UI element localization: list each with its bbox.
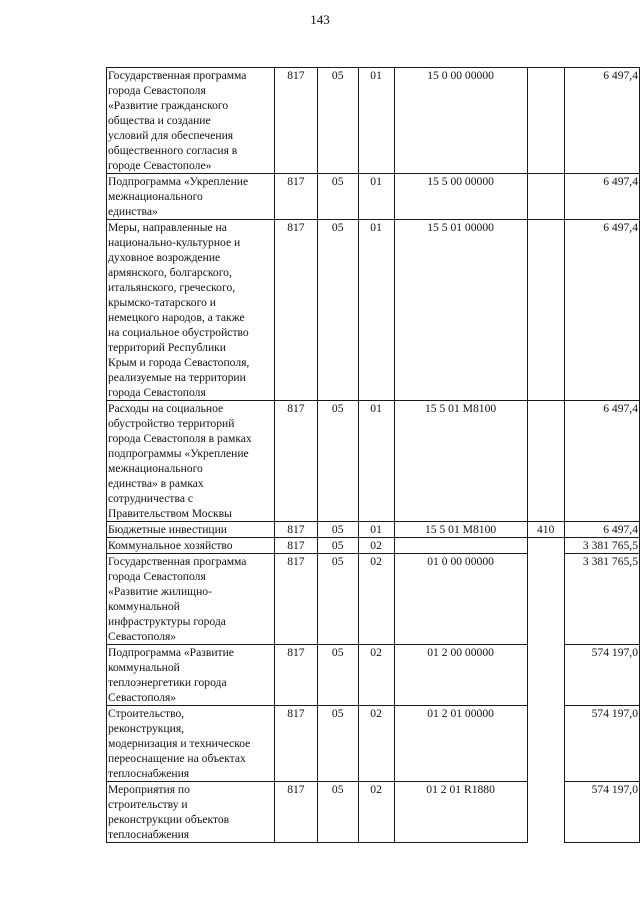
subsection-code-cell: 01 [358, 174, 394, 220]
table-row [107, 645, 640, 706]
ministry-code-cell: 817 [274, 706, 317, 782]
expense-type-cell [527, 538, 564, 554]
ministry-code-cell: 817 [274, 538, 317, 554]
item-name-cell [107, 220, 275, 401]
expense-type-cell [527, 782, 564, 843]
subsection-code-cell: 02 [358, 554, 394, 645]
target-article-cell: 15 5 01 М8100 [394, 522, 527, 538]
item-name-line: строительству и [108, 798, 188, 811]
section-code-cell: 05 [317, 782, 358, 843]
subsection-code-cell: 01 [358, 220, 394, 401]
item-name-line: на социальное обустройство [108, 326, 249, 339]
ministry-code-cell: 817 [274, 782, 317, 843]
amount-cell: 574 197,0 [564, 706, 639, 782]
item-name-line: переоснащение на объектах [108, 752, 246, 765]
item-name-line: города Севастополя [108, 570, 206, 583]
ministry-code-cell: 817 [274, 220, 317, 401]
subsection-code-cell: 02 [358, 706, 394, 782]
item-name-line: сотрудничества с [108, 492, 194, 505]
item-name-line: модернизация и техническое [108, 737, 251, 750]
ministry-code-cell: 817 [274, 401, 317, 522]
target-article-cell: 01 2 00 00000 [394, 645, 527, 706]
amount-cell: 6 497,4 [564, 68, 639, 174]
item-name-line: Расходы на социальное [108, 402, 224, 415]
item-name-line: национально-культурное и [108, 236, 241, 249]
ministry-code-cell: 817 [274, 522, 317, 538]
item-name-line: города Севастополя [108, 84, 206, 97]
item-name-cell [107, 401, 275, 522]
subsection-code-cell: 01 [358, 68, 394, 174]
section-code-cell: 05 [317, 706, 358, 782]
item-name-cell [107, 174, 275, 220]
item-name-line: Крым и города Севастополя, [108, 356, 250, 369]
section-code-cell: 05 [317, 401, 358, 522]
amount-cell: 3 381 765,5 [564, 554, 639, 645]
target-article-cell: 15 5 01 М8100 [394, 401, 527, 522]
item-name-line: реализуемые на территории [108, 371, 246, 384]
target-article-cell: 01 2 01 00000 [394, 706, 527, 782]
item-name-line: коммунальной [108, 600, 180, 613]
table-row [107, 782, 640, 843]
item-name-line: духовное возрождение [108, 251, 221, 264]
subsection-code-cell: 02 [358, 782, 394, 843]
expense-type-cell [527, 401, 564, 522]
expense-type-cell [527, 554, 564, 645]
table-row [107, 522, 640, 538]
item-name-line: «Развитие жилищно- [108, 585, 212, 598]
subsection-code-cell: 01 [358, 401, 394, 522]
target-article-cell [394, 538, 527, 554]
amount-cell: 6 497,4 [564, 220, 639, 401]
item-name-cell [107, 538, 275, 554]
item-name-line: Коммунальное хозяйство [108, 539, 233, 552]
expense-type-cell [527, 68, 564, 174]
expense-type-cell [527, 220, 564, 401]
item-name-line: Севастополя» [108, 630, 177, 643]
item-name-line: «Развитие гражданского [108, 99, 229, 112]
expense-type-cell [527, 645, 564, 706]
section-code-cell: 05 [317, 174, 358, 220]
item-name-cell [107, 645, 275, 706]
item-name-line: единства» в рамках [108, 477, 204, 490]
item-name-line: Подпрограмма «Развитие [108, 646, 234, 659]
table-row [107, 554, 640, 645]
section-code-cell: 05 [317, 522, 358, 538]
ministry-code-cell: 817 [274, 68, 317, 174]
item-name-line: Бюджетные инвестиции [108, 523, 228, 536]
item-name-line: условий для обеспечения [108, 129, 234, 142]
item-name-line: немецкого народов, а также [108, 311, 245, 324]
table-row [107, 174, 640, 220]
subsection-code-cell: 02 [358, 645, 394, 706]
item-name-line: межнационального [108, 190, 203, 203]
section-code-cell: 05 [317, 538, 358, 554]
item-name-cell [107, 68, 275, 174]
ministry-code-cell: 817 [274, 645, 317, 706]
amount-cell: 6 497,4 [564, 522, 639, 538]
item-name-cell [107, 706, 275, 782]
table-body [107, 68, 640, 843]
item-name-line: Государственная программа [108, 69, 247, 82]
table-row [107, 220, 640, 401]
item-name-line: теплоэнергетики города [108, 676, 227, 689]
item-name-cell [107, 782, 275, 843]
item-name-cell [107, 554, 275, 645]
item-name-line: крымско-татарского и [108, 296, 216, 309]
item-name-line: города Севастополя [108, 386, 206, 399]
page-number: 143 [310, 12, 330, 27]
item-name-line: обустройство территорий [108, 417, 235, 430]
target-article-cell: 15 0 00 00000 [394, 68, 527, 174]
item-name-line: территорий Республики [108, 341, 226, 354]
amount-cell: 6 497,4 [564, 174, 639, 220]
table-row [107, 68, 640, 174]
target-article-cell: 01 0 00 00000 [394, 554, 527, 645]
item-name-line: теплоснабжения [108, 767, 190, 780]
expense-type-cell [527, 174, 564, 220]
item-name-line: армянского, болгарского, [108, 266, 232, 279]
item-name-line: города Севастополя в рамках [108, 432, 252, 445]
item-name-line: Мероприятия по [108, 783, 190, 796]
table-row [107, 538, 640, 554]
target-article-cell: 15 5 01 00000 [394, 220, 527, 401]
target-article-cell: 01 2 01 R1880 [394, 782, 527, 843]
item-name-line: Строительство, [108, 707, 185, 720]
amount-cell: 574 197,0 [564, 645, 639, 706]
section-code-cell: 05 [317, 554, 358, 645]
table-row [107, 706, 640, 782]
section-code-cell: 05 [317, 68, 358, 174]
budget-table [106, 67, 640, 843]
item-name-line: единства» [108, 205, 158, 218]
subsection-code-cell: 02 [358, 538, 394, 554]
item-name-line: городе Севастополе» [108, 159, 212, 172]
item-name-line: Правительством Москвы [108, 507, 232, 520]
item-name-line: итальянского, греческого, [108, 281, 236, 294]
item-name-line: Подпрограмма «Укрепление [108, 175, 249, 188]
item-name-line: теплоснабжения [108, 828, 190, 841]
amount-cell: 3 381 765,5 [564, 538, 639, 554]
item-name-line: общества и создание [108, 114, 211, 127]
item-name-cell [107, 522, 275, 538]
expense-type-cell [527, 706, 564, 782]
item-name-line: инфраструктуры города [108, 615, 226, 628]
target-article-cell: 15 5 00 00000 [394, 174, 527, 220]
item-name-line: подпрограммы «Укрепление [108, 447, 249, 460]
section-code-cell: 05 [317, 645, 358, 706]
item-name-line: коммунальной [108, 661, 180, 674]
subsection-code-cell: 01 [358, 522, 394, 538]
item-name-line: реконструкции объектов [108, 813, 230, 826]
ministry-code-cell: 817 [274, 554, 317, 645]
section-code-cell: 05 [317, 220, 358, 401]
item-name-line: общественного согласия в [108, 144, 238, 157]
expense-type-cell: 410 [527, 522, 564, 538]
item-name-line: реконструкция, [108, 722, 185, 735]
item-name-line: Севастополя» [108, 691, 177, 704]
amount-cell: 6 497,4 [564, 401, 639, 522]
amount-cell: 574 197,0 [564, 782, 639, 843]
item-name-line: Меры, направленные на [108, 221, 227, 234]
ministry-code-cell: 817 [274, 174, 317, 220]
item-name-line: межнационального [108, 462, 203, 475]
table-row [107, 401, 640, 522]
item-name-line: Государственная программа [108, 555, 247, 568]
